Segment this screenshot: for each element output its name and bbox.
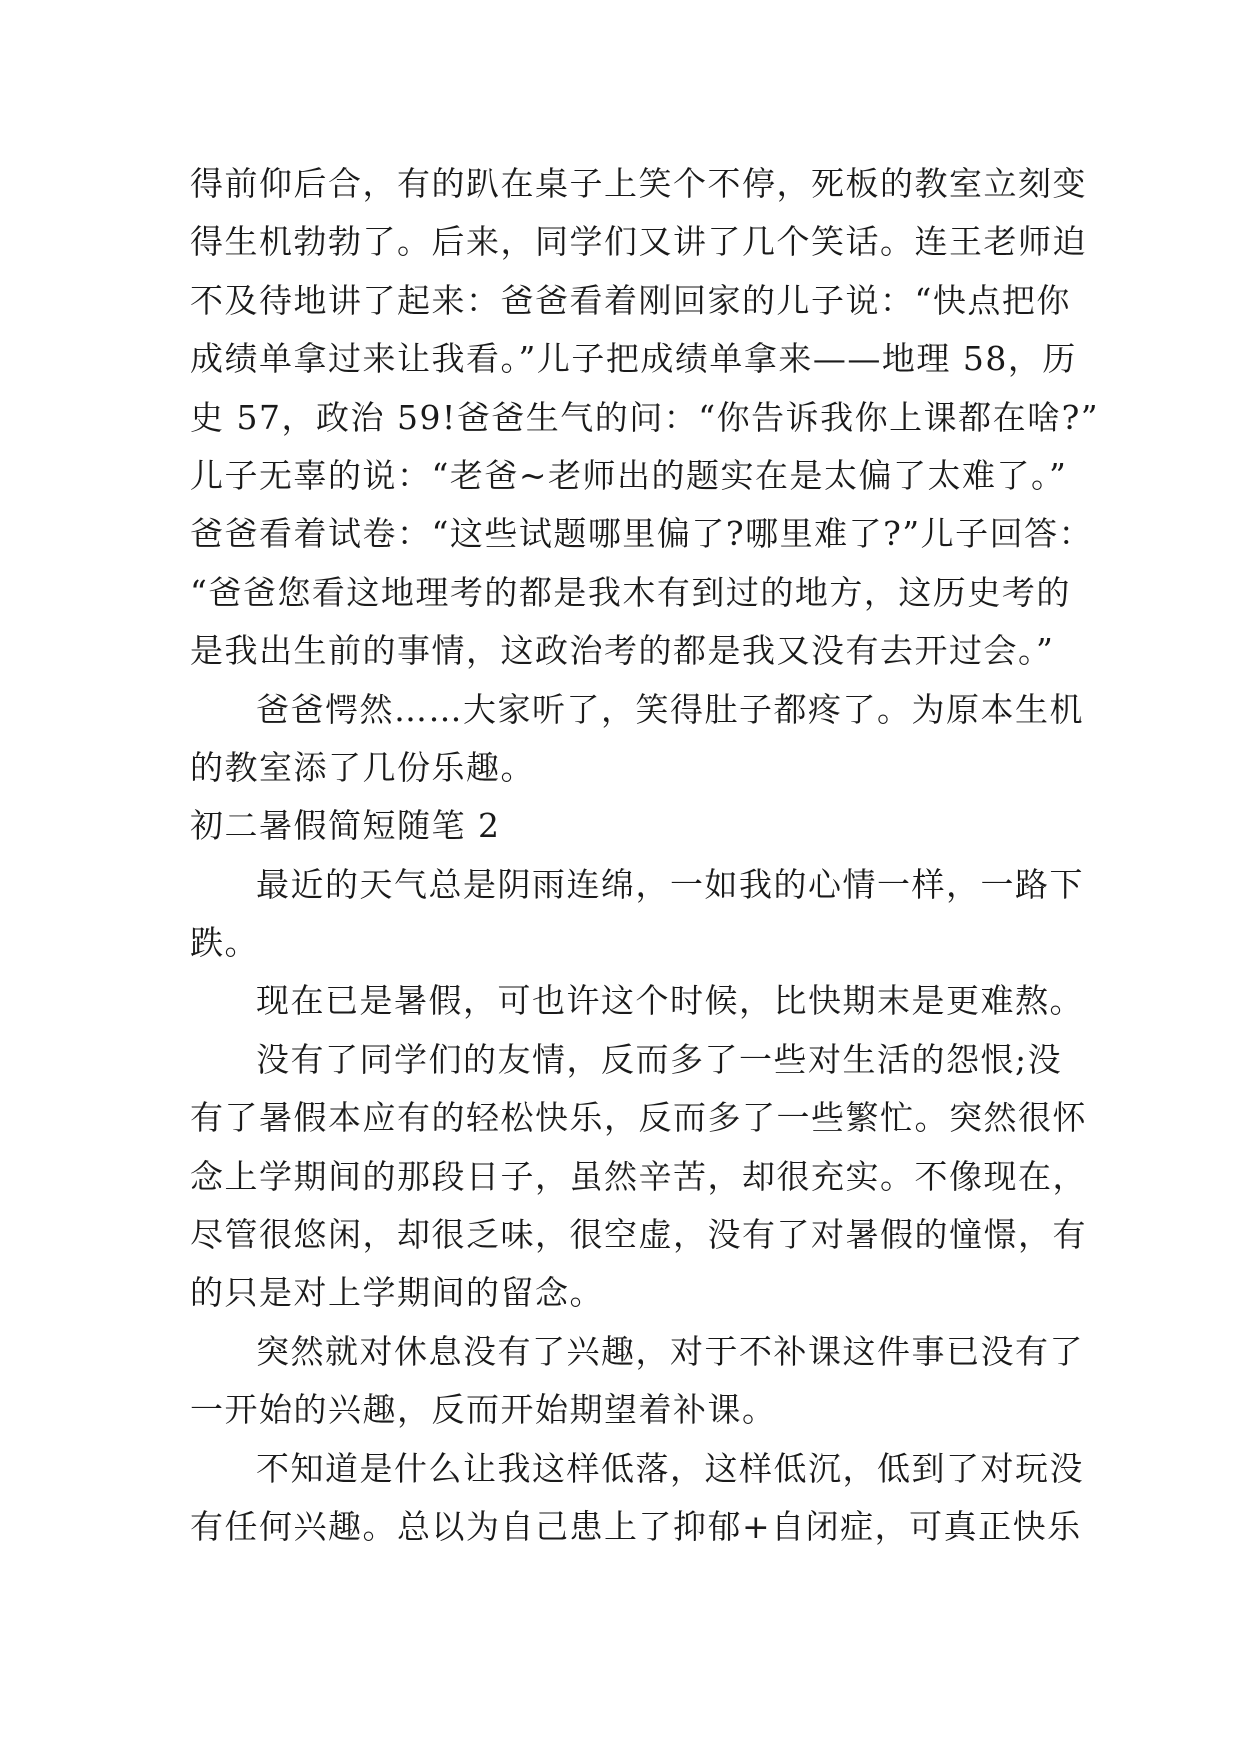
text-line: 是我出生前的事情，这政治考的都是我又没有去开过会。” (190, 631, 1055, 671)
text-line: 的教室添了几份乐趣。 (190, 747, 535, 787)
text-line: 跌。 (190, 923, 259, 963)
section-heading: 初二暑假简短随笔 2 (190, 806, 501, 846)
text-line: 突然就对休息没有了兴趣，对于不补课这件事已没有了 (256, 1331, 1084, 1371)
text-line: 不及待地讲了起来：爸爸看着刚回家的儿子说：“快点把你 (190, 280, 1071, 320)
text-line: 有了暑假本应有的轻松快乐，反而多了一些繁忙。突然很怀 (190, 1098, 1087, 1138)
text-line: 有任何兴趣。总以为自己患上了抑郁+自闭症，可真正快乐 (190, 1506, 1082, 1546)
text-line: “爸爸您看这地理考的都是我木有到过的地方，这历史考的 (190, 572, 1071, 612)
text-line: 一开始的兴趣，反而开始期望着补课。 (190, 1390, 777, 1430)
text-line: 的只是对上学期间的留念。 (190, 1273, 604, 1313)
document-body (190, 155, 1100, 1556)
text-line: 成绩单拿过来让我看。”儿子把成绩单拿来——地理 58，历 (190, 339, 1077, 379)
text-line: 现在已是暑假，可也许这个时候，比快期末是更难熬。 (256, 981, 1084, 1021)
text-line: 得前仰后合，有的趴在桌子上笑个不停，死板的教室立刻变 (190, 164, 1087, 203)
text-line: 儿子无辜的说：“老爸~老师出的题实在是太偏了太难了。” (190, 455, 1068, 495)
text-line: 爸爸看着试卷：“这些试题哪里偏了?哪里难了?”儿子回答： (190, 514, 1094, 554)
text-line: 爸爸愕然……大家听了，笑得肚子都疼了。为原本生机 (256, 689, 1084, 729)
text-line: 史 57，政治 59!爸爸生气的问：“你告诉我你上课都在啥?” (190, 397, 1100, 437)
text-line: 尽管很悠闲，却很乏味，很空虚，没有了对暑假的憧憬，有 (190, 1215, 1087, 1255)
text-line: 没有了同学们的友情，反而多了一些对生活的怨恨;没 (256, 1039, 1063, 1079)
text-line: 得生机勃勃了。后来，同学们又讲了几个笑话。连王老师迫 (190, 222, 1087, 262)
text-line: 不知道是什么让我这样低落，这样低沉，低到了对玩没 (256, 1448, 1084, 1488)
text-line: 最近的天气总是阴雨连绵，一如我的心情一样，一路下 (256, 864, 1084, 904)
text-line: 念上学期间的那段日子，虽然辛苦，却很充实。不像现在， (190, 1156, 1087, 1196)
